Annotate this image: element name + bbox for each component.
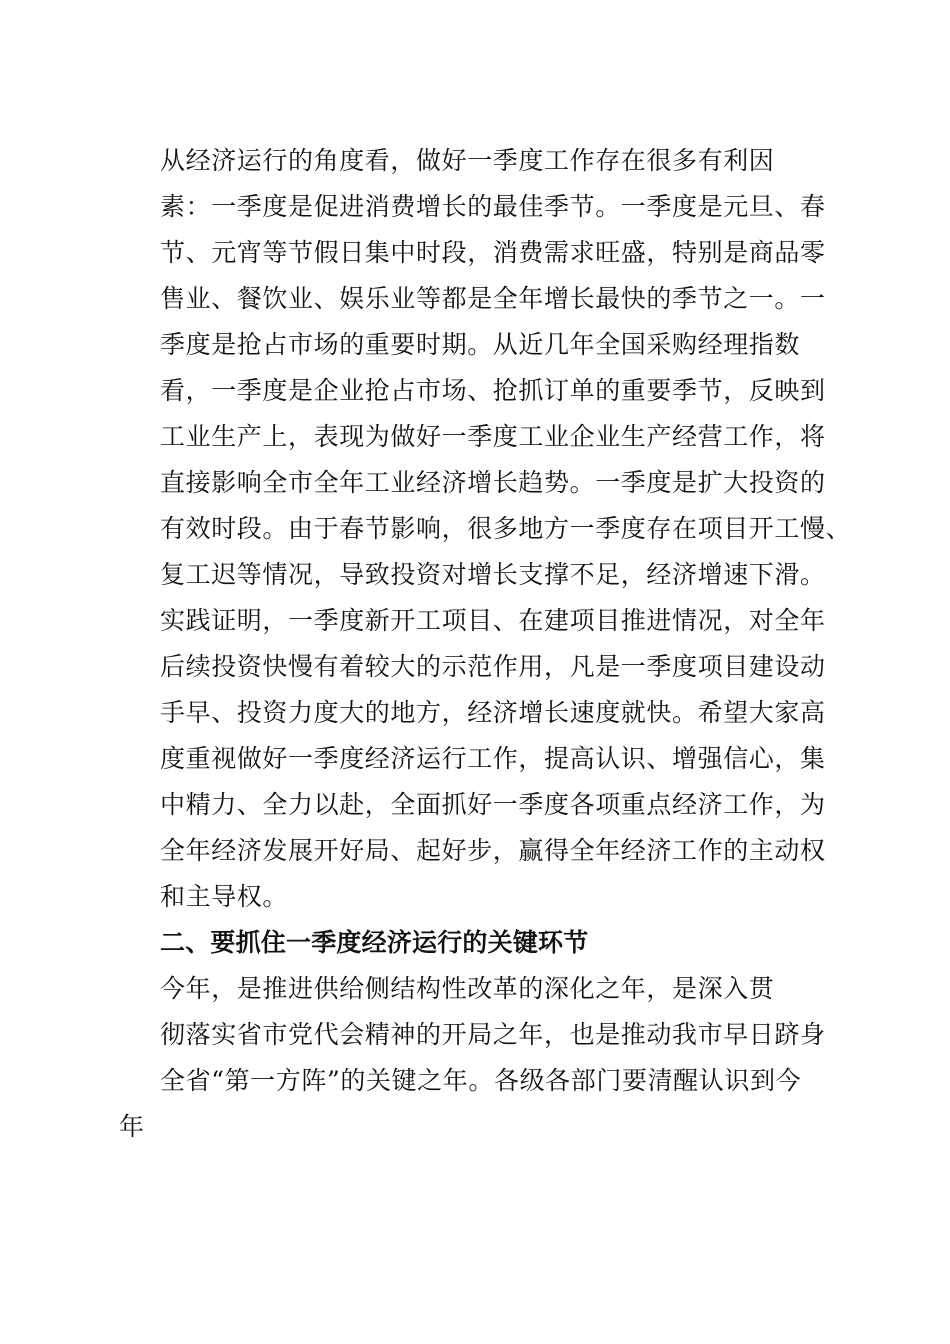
paragraph-line-2: 素：一季度是促进消费增长的最佳季节。一季度是元旦、春 xyxy=(160,192,826,221)
paragraph-line-8: 直接影响全市全年工业经济增长趋势。一季度是扩大投资的 xyxy=(160,468,826,497)
paragraph-line-14: 度重视做好一季度经济运行工作，提高认识、增强信心，集 xyxy=(160,744,826,773)
paragraph-line-3: 节、元宵等节假日集中时段，消费需求旺盛，特别是商品零 xyxy=(160,238,826,267)
paragraph-line-16: 全年经济发展开好局、起好步，赢得全年经济工作的主动权 xyxy=(160,836,826,865)
paragraph2-line-4: 年 xyxy=(119,1112,145,1141)
paragraph2-line-2: 彻落实省市党代会精神的开局之年，也是推动我市早日跻身 xyxy=(160,1020,826,1049)
paragraph-line-11: 实践证明，一季度新开工项目、在建项目推进情况，对全年 xyxy=(160,606,826,635)
paragraph-line-15: 中精力、全力以赴，全面抓好一季度各项重点经济工作，为 xyxy=(160,790,826,819)
paragraph-line-9: 有效时段。由于春节影响，很多地方一季度存在项目开工慢、 xyxy=(160,514,852,543)
paragraph-line-5: 季度是抢占市场的重要时期。从近几年全国采购经理指数 xyxy=(160,330,801,359)
paragraph-line-6: 看，一季度是企业抢占市场、抢抓订单的重要季节，反映到 xyxy=(160,376,826,405)
paragraph-line-10: 复工迟等情况，导致投资对增长支撑不足，经济增速下滑。 xyxy=(160,560,826,589)
paragraph-line-13: 手早、投资力度大的地方，经济增长速度就快。希望大家高 xyxy=(160,698,826,727)
paragraph-line-12: 后续投资快慢有着较大的示范作用，凡是一季度项目建设动 xyxy=(160,652,826,681)
paragraph2-line-1: 今年，是推进供给侧结构性改革的深化之年，是深入贯 xyxy=(160,974,775,1003)
section-heading: 二、要抓住一季度经济运行的关键环节 xyxy=(160,928,589,957)
paragraph-line-7: 工业生产上，表现为做好一季度工业企业生产经营工作，将 xyxy=(160,422,826,451)
paragraph-line-1: 从经济运行的角度看，做好一季度工作存在很多有利因 xyxy=(160,146,775,175)
paragraph-line-17: 和主导权。 xyxy=(160,882,289,911)
paragraph-line-4: 售业、餐饮业、娱乐业等都是全年增长最快的季节之一。一 xyxy=(160,284,826,313)
paragraph2-line-3: 全省“第一方阵”的关键之年。各级各部门要清醒认识到今 xyxy=(160,1066,802,1095)
